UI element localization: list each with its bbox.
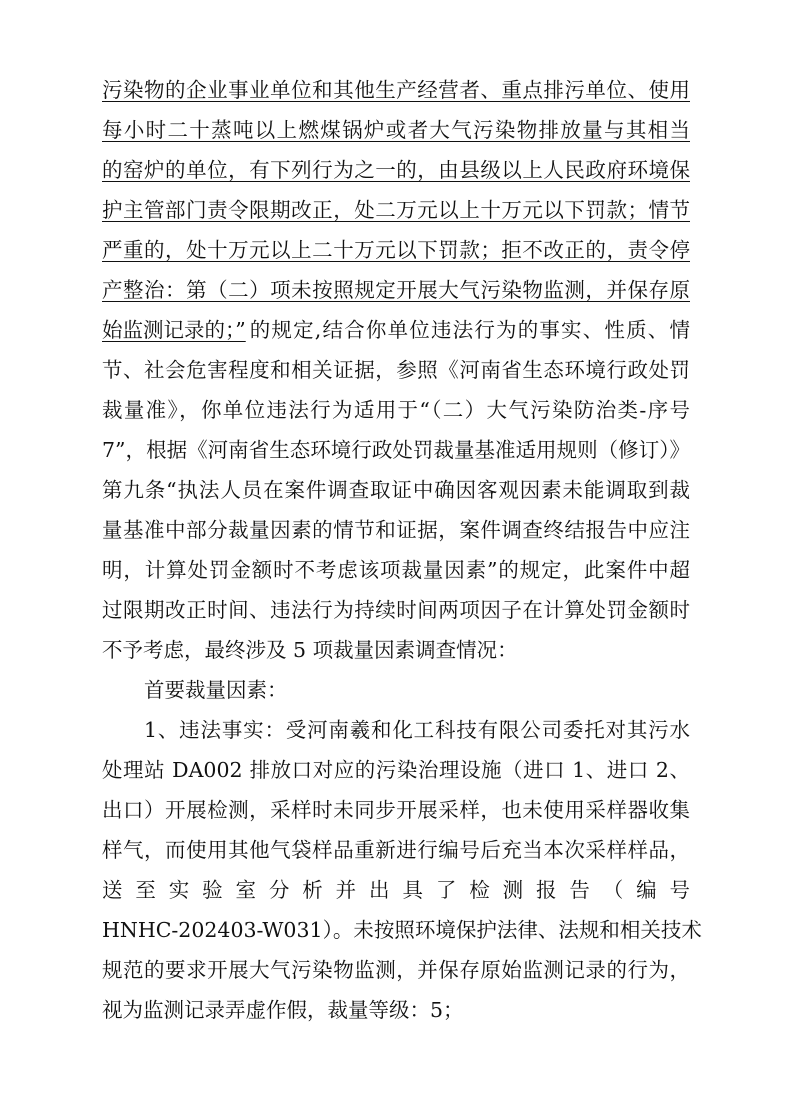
text-line: 污染物的企业事业单位和其他生产经营者、重点排污单位、使用 xyxy=(102,78,690,102)
text-line: 的窑炉的单位，有下列行为之一的，由县级以上人民政府环境保 xyxy=(102,158,690,182)
text-line: 不予考虑，最终涉及 5 项裁量因素调查情况： xyxy=(102,638,518,662)
text-line: 明，计算处罚金额时不考虑该项裁量因素”的规定，此案件中超 xyxy=(102,558,690,582)
text-line: 裁量准》，你单位违法行为适用于“（二）大气污染防治类-序号 xyxy=(102,398,690,422)
text-line: 节、社会危害程度和相关证据，参照《河南省生态环境行政处罚 xyxy=(102,358,690,382)
text-line: 过限期改正时间、违法行为持续时间两项因子在计算处罚金额时 xyxy=(102,598,690,622)
text-line: 处理站 DA002 排放口对应的污染治理设施（进口 1、进口 2、 xyxy=(102,758,690,782)
text-line: 1、违法事实：受河南羲和化工科技有限公司委托对其污水 xyxy=(144,718,690,742)
text-line: 产整治：第（二）项未按照规定开展大气污染物监测，并保存原 xyxy=(102,278,690,302)
section-heading: 首要裁量因素： xyxy=(144,678,288,702)
text-line: 量基准中部分裁量因素的情节和证据，案件调查终结报告中应注 xyxy=(102,518,690,542)
text-line: 出口）开展检测，采样时未同步开展采样，也未使用采样器收集 xyxy=(102,798,690,822)
text-line: 视为监测记录弄虚作假，裁量等级：5； xyxy=(102,998,464,1022)
text-line: 每小时二十蒸吨以上燃煤锅炉或者大气污染物排放量与其相当 xyxy=(102,118,690,142)
text-line: 护主管部门责令限期改正，处二万元以上十万元以下罚款；情节 xyxy=(102,198,690,222)
text-line: 样气，而使用其他气袋样品重新进行编号后充当本次采样样品， xyxy=(102,838,690,862)
text-line: 规范的要求开展大气污染物监测，并保存原始监测记录的行为， xyxy=(102,958,690,982)
text-line: 严重的，处十万元以上二十万元以下罚款；拒不改正的，责令停 xyxy=(102,238,690,262)
text-line-rest: 的规定,结合你单位违法行为的事实、性质、情 xyxy=(249,318,690,342)
text-line: 7”，根据《河南省生态环境行政处罚裁量基准适用规则（修订）》 xyxy=(102,438,690,462)
text-line: 送至实验室分析并出具了检测报告（编号 xyxy=(102,878,690,902)
text-line: 第九条“执法人员在案件调查取证中确因客观因素未能调取到裁 xyxy=(102,478,690,502)
text-line: HNHC-202403-W031）。未按照环境保护法律、法规和相关技术 xyxy=(102,918,702,942)
text-line xyxy=(102,312,690,348)
underlined-quote-end: 始监测记录的；” xyxy=(102,318,246,342)
